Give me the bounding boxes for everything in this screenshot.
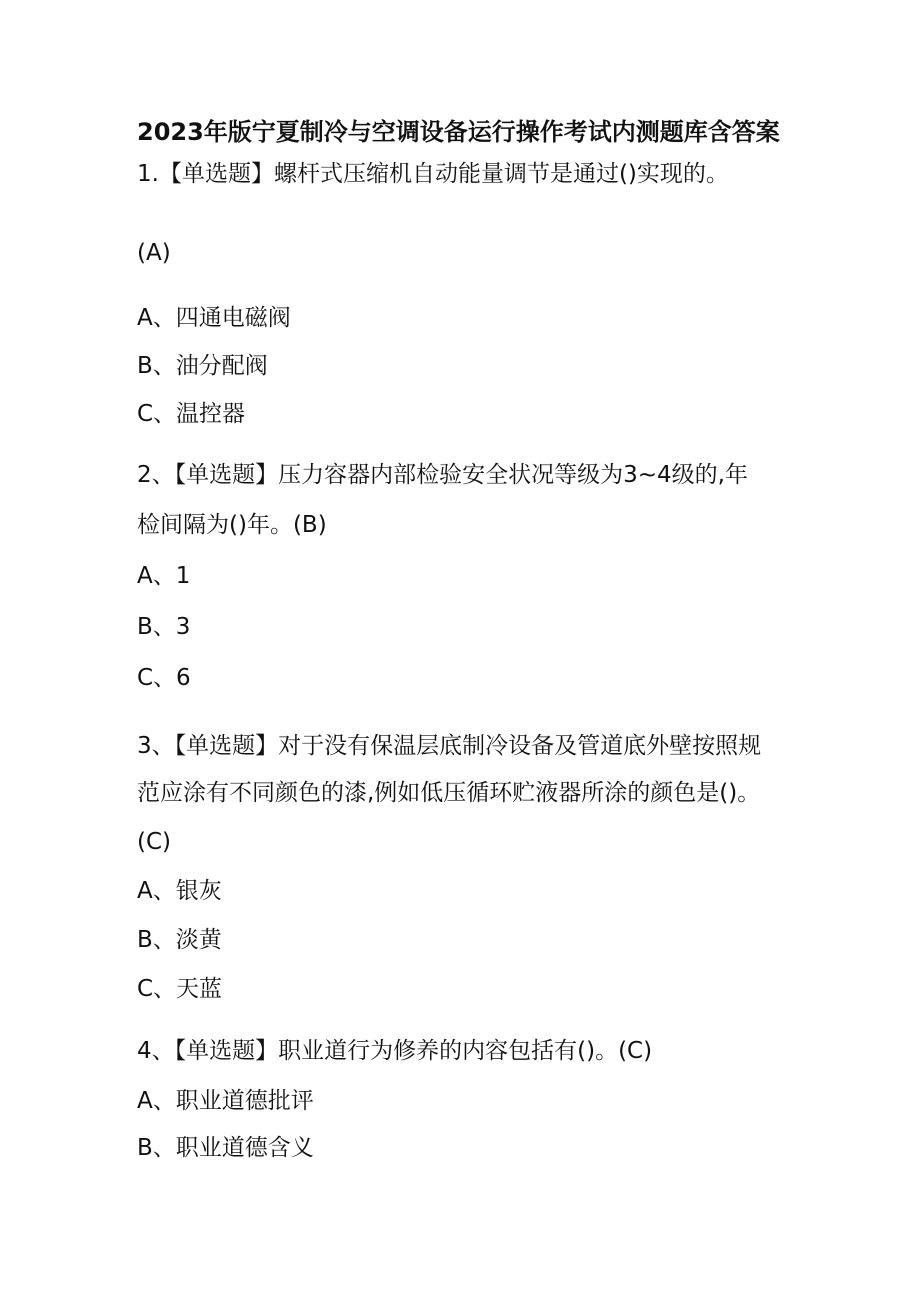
question-4-text: 4、【单选题】职业道行为修养的内容包括有()。(C) (137, 1038, 653, 1064)
question-3-option-a: A、银灰 (137, 878, 222, 904)
question-3-text: 3、【单选题】对于没有保温层底制冷设备及管道底外壁按照规 (137, 733, 762, 759)
question-2-text-cont: 检间隔为()年。(B) (137, 512, 327, 538)
question-2-option-c: C、6 (137, 665, 191, 691)
question-2-text: 2、【单选题】压力容器内部检验安全状况等级为3~4级的,年 (137, 462, 748, 488)
document-title: 2023年版宁夏制冷与空调设备运行操作考试内测题库含答案 (137, 118, 780, 146)
question-2-option-b: B、3 (137, 614, 191, 640)
question-3-answer: (C) (137, 829, 172, 855)
question-1-text: 1.【单选题】螺杆式压缩机自动能量调节是通过()实现的。 (137, 161, 729, 187)
question-1-option-b: B、油分配阀 (137, 353, 268, 379)
question-4-option-a: A、职业道德批评 (137, 1088, 314, 1114)
question-4-option-b: B、职业道德含义 (137, 1135, 314, 1161)
question-2-option-a: A、1 (137, 563, 191, 589)
question-3-option-c: C、天蓝 (137, 976, 223, 1002)
question-1-option-c: C、温控器 (137, 401, 246, 427)
question-3-text-cont: 范应涂有不同颜色的漆,例如低压循环贮液器所涂的颜色是()。 (137, 780, 761, 806)
question-1-answer: (A) (137, 240, 171, 266)
question-1-option-a: A、四通电磁阀 (137, 305, 291, 331)
question-3-option-b: B、淡黄 (137, 927, 222, 953)
